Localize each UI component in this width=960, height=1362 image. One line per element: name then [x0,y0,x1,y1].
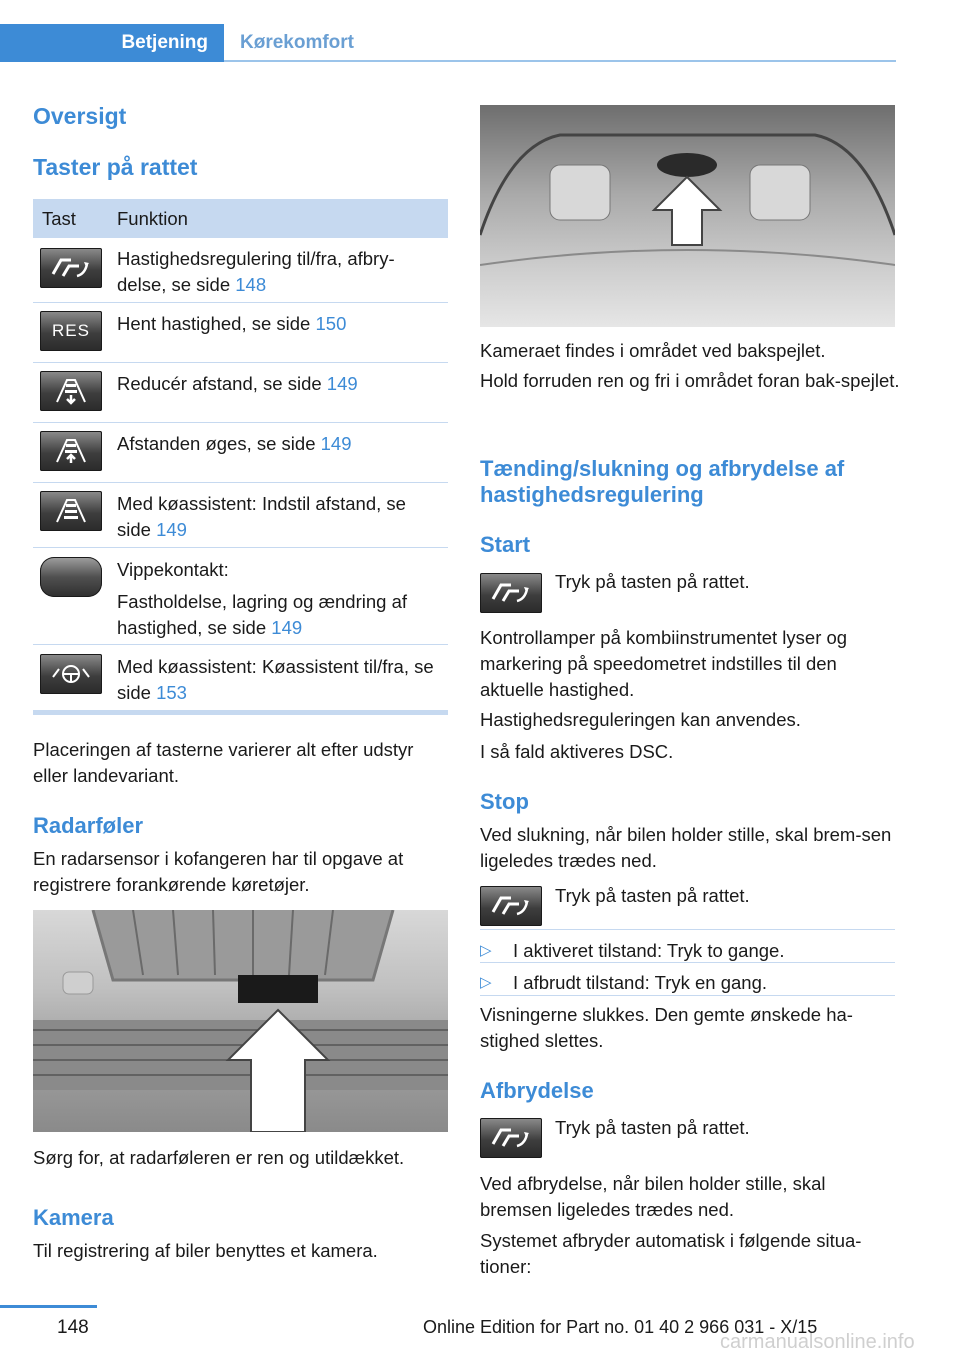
press-key-text: Tryk på tasten på rattet. [555,885,750,906]
page-link[interactable]: 150 [315,313,347,334]
interrupt-text-1: Ved afbrydelse, når bilen holder stille, skal bremsen ligeledes trædes ned. [480,1173,826,1220]
bullet-triangle-icon: ▷ [480,974,492,991]
table-row [117,431,439,457]
row-divider [33,422,448,423]
tab-korekomfort[interactable]: Kørekomfort [240,32,355,53]
table-row [117,246,439,298]
interrupt-text-2: Systemet afbryder automatisk i følgende situa-tioner: [480,1230,862,1277]
radar-sensor-image [33,910,448,1132]
page-link[interactable]: 149 [320,433,352,454]
list-item-text: I afbrudt tilstand: Tryk en gang. [513,972,768,993]
header-funktion: Funktion [117,208,188,229]
table-row [117,491,439,543]
table-row [117,371,439,397]
start-text-2: Hastighedsreguleringen kan anvendes. [480,709,801,730]
page-link[interactable]: 148 [235,274,267,295]
row-divider [33,482,448,483]
start-text-1: Kontrollamper på kombiinstrumentet lyser og markering på speedometret indstilles til den aktuelle hastighed. [480,627,848,700]
cruise-control-icon [480,886,542,926]
cruise-control-icon [40,248,102,288]
cruise-control-icon [480,573,542,613]
stop-heading: Stop [480,789,529,814]
list-item-text: I aktiveret tilstand: Tryk to gange. [513,940,785,961]
res-button [40,311,102,351]
row-text: Vippekontakt: [117,559,229,580]
page-title: Oversigt [33,103,127,129]
table-end-bar [33,710,448,715]
page-number: 148 [57,1317,89,1338]
section-subtitle: Taster på rattet [33,154,198,180]
row-divider [33,547,448,548]
stop-text-2: Visningerne slukkes. Den gemte ønskede ha-stighed slettes. [480,1004,853,1051]
page-link[interactable]: 153 [156,682,187,703]
distance-increase-icon [40,431,102,471]
press-key-text: Tryk på tasten på rattet. [555,571,750,592]
page-number-bar [0,1305,97,1308]
row-text: Afstanden øges, se side [117,433,316,454]
row-divider [33,362,448,363]
rear-mirror-camera-image [480,105,895,327]
divider [480,962,895,963]
start-heading: Start [480,532,531,557]
start-text-3: I så fald aktiveres DSC. [480,741,674,762]
table-header [33,199,448,238]
radar-caption: Sørg for, at radarføleren er ren og utildækket. [33,1147,405,1168]
divider [480,995,895,996]
page-link[interactable]: 149 [156,519,187,540]
divider [480,929,895,930]
row-text: Hent hastighed, se side [117,313,311,334]
tab-underline [224,60,896,62]
bullet-triangle-icon: ▷ [480,942,492,959]
press-key-text: Tryk på tasten på rattet. [555,1117,750,1138]
row-text: Fastholdelse, lagring og ændring af hastighed, se side [117,591,408,638]
cruise-control-icon [480,1118,542,1158]
res-label: RES [52,321,90,340]
row-divider [33,644,448,645]
stop-text: Ved slukning, når bilen holder stille, skal brem-sen ligeledes trædes ned. [480,824,892,871]
camera-location-text: Kameraet findes i området ved bakspejlet. [480,340,826,361]
camera-text: Til registrering af biler benyttes et kamera. [33,1240,378,1261]
page-link[interactable]: 149 [271,617,303,638]
camera-heading: Kamera [33,1205,114,1230]
radar-heading: Radarføler [33,813,144,838]
row-text: Reducér afstand, se side [117,373,322,394]
table-row [117,654,439,706]
row-divider [33,302,448,303]
header-tast: Tast [42,208,76,229]
placement-note: Placeringen af tasterne varierer alt efter udstyr eller landevariant. [33,739,414,786]
interrupt-heading: Afbrydelse [480,1078,594,1103]
radar-text: En radarsensor i kofangeren har til opgave at registrere forankørende køretøjer. [33,848,404,895]
row-text: Med køassistent: Køassistent til/fra, se side [117,656,434,703]
row-text: Hastighedsregulering til/fra, afbry-delse, se side [117,248,395,295]
section-heading: Tænding/slukning og afbrydelse af hastighedsregulering [480,456,845,507]
keep-clean-text: Hold forruden ren og fri i området foran bak-spejlet. [480,370,900,391]
tab-betjening[interactable]: Betjening [0,24,224,62]
table-row [117,311,439,337]
row-text: Med køassistent: Indstil afstand, se side [117,493,406,540]
traffic-jam-assistant-icon [40,654,102,694]
watermark: carmanualsonline.info [720,1331,915,1353]
distance-decrease-icon [40,371,102,411]
footer-text: Online Edition for Part no. 01 40 2 966 031 - X/15 [423,1317,818,1337]
table-row [117,557,439,641]
distance-set-icon [40,491,102,531]
rocker-switch-icon [40,557,102,597]
page-link[interactable]: 149 [326,373,358,394]
